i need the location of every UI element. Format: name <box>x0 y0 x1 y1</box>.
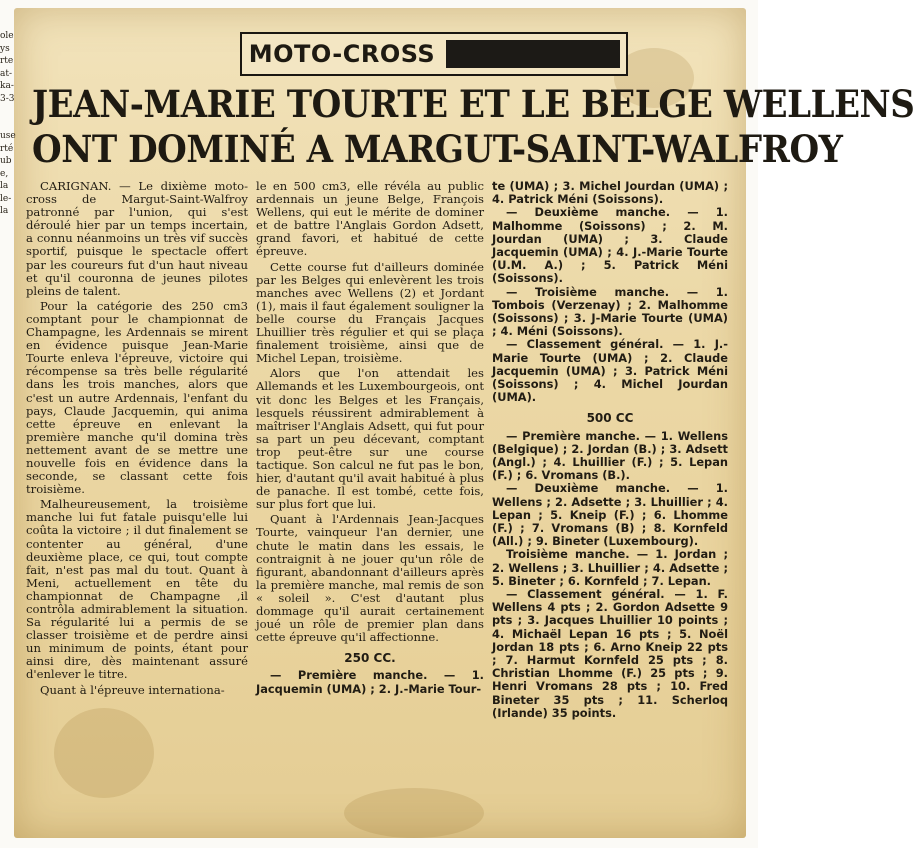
result-line: — Deuxième manche. — 1. Malhomme (Soissons) ; 2. M. Jourdan (UMA) ; 3. Claude Jacquemin (UMA) ; 4. J.-Marie Tourte (U.M. A.) ; 5. Patrick Méni (Soissons). <box>492 205 728 286</box>
paragraph: Alors que l'on attendait les Allemands et les Luxembourgeois, ont vit donc les Belges et les Français, lesquels réussirent admirablement à maîtriser l'Anglais Adsett, qui fut pour sa part un peu décevant, comptant trop peut-être sur une course tactique. Son calcul ne fut pas le bon, hier, d'autant qu'il avait habitué à plus de panache. Il est tombé, cette fois, sur plus fort que lui. <box>256 366 484 512</box>
results-column <box>492 180 728 720</box>
result-line: — Troisième manche. — 1. Tombois (Verzenay) ; 2. Malhomme (Soissons) ; 3. J-Marie Tourte (UMA) ; 4. Méni (Soissons). <box>492 284 728 339</box>
rubric-label: MOTO-CROSS <box>248 40 436 68</box>
result-line: Troisième manche. — 1. Jordan ; 2. Wellens ; 3. Lhuillier ; 4. Adsette ; 5. Bineter ; 6. Kornfeld ; 7. Lepan. <box>492 547 728 588</box>
headline-line-2: ONT DOMINÉ A MARGUT-SAINT-WALFROY <box>32 127 843 171</box>
adjacent-column-fragment: ole ys rte at- ka- 3-3 use rté ub e, la le- la <box>0 31 16 216</box>
paragraph: le en 500 cm3, elle révéla au public ardennais un jeune Belge, François Wellens, qui eut le mérite de dominer et de battre l'Anglais Gordon Adsett, grand favori, et habitué de cette épreuve. <box>256 179 484 259</box>
result-line: — Deuxième manche. — 1. Wellens ; 2. Adsette ; 3. Lhuillier ; 4. Lepan ; 5. Kneip (F.) ; 6. Lhomme (F.) ; 7. Vromans (B) ; 8. Kornfeld (All.) ; 9. Bineter (Luxembourg). <box>492 481 728 549</box>
section-heading-250cc: 250 CC. <box>344 651 396 666</box>
section-heading-500cc: 500 CC <box>586 411 634 426</box>
result-line: — Classement général. — 1. F. Wellens 4 pts ; 2. Gordon Adsette 9 pts ; 3. Jacques Lhuillier 10 points ; 4. Michaël Lepan 16 pts ; 5. Noël Jordan 18 pts ; 6. Arno Kneip 22 pts ; 7. Harmut Kornfeld 25 pts ; 8. Christian Lhomme (F.) 25 pts ; 9. Henri Vromans 28 pts ; 10. Fred Bineter 35 pts ; 11. Scherloq (Irlande) 35 points. <box>492 586 728 720</box>
headline-line-1: JEAN-MARIE TOURTE ET LE BELGE WELLENS <box>32 82 914 126</box>
rubric-box <box>240 32 628 76</box>
rubric-black-bar <box>446 40 620 68</box>
article-column-1 <box>26 180 248 699</box>
paragraph: Malheureusement, la troisième manche lui fut fatale puisqu'elle lui coûta la victoire ; il dut finalement se contenter au général, d'une deuxième place, ce qui, tout compte fait, n'est pas mal du tout. Quant à Meni, actuellement en tête du championnat de Champagne ,il contrôla admirablement la situation. Sa régularité lui a permis de se classer troisième et de perdre ainsi un minimum de points, étant pour ainsi dire, dès maintenant assuré d'enlever le titre. <box>26 497 248 682</box>
result-line: — Première manche. — 1. Wellens (Belgique) ; 2. Jordan (B.) ; 3. Adsett (Angl.) ; 4. Lhuillier (F.) ; 5. Lepan (F.) ; 6. Vromans (B.). <box>492 428 728 483</box>
paragraph: Quant à l'épreuve internationa- <box>40 682 225 697</box>
result-line: — Classement général. — 1. J.-Marie Tourte (UMA) ; 2. Claude Jacquemin (UMA) ; 3. Patrick Méni (Soissons) ; 4. Michel Jourdan (UMA). <box>492 337 728 405</box>
result-line: te (UMA) ; 3. Michel Jourdan (UMA) ; 4. Patrick Méni (Soissons). <box>492 179 728 207</box>
result-line: — Première manche. — 1. Jacquemin (UMA) ; 2. J.-Marie Tour- <box>256 668 484 696</box>
article-column-2 <box>256 180 484 696</box>
paragraph: Quant à l'Ardennais Jean-Jacques Tourte, vainqueur l'an dernier, une chute le matin dans les essais, le contraignit à ne jouer qu'un rôle de figurant, abandonnant d'ailleurs après la première manche, mal remis de son « soleil ». C'est d'autant plus dommage qu'il aurait certainement joué un rôle de premier plan dans cette épreuve qu'il affectionne. <box>256 512 484 645</box>
headline <box>32 82 914 172</box>
paragraph: Pour la catégorie des 250 cm3 comptant pour le championnat de Champagne, les Ardennais se mirent en évidence puisque Jean-Marie Tourte enleva l'épreuve, victoire qui récompense sa très belle régularité dans les trois manches, alors que c'est un autre Ardennais, l'enfant du pays, Claude Jacquemin, qui anima cette épreuve en enlevant la première manche qu'il domina très nettement avant de se mettre une nouvelle fois en évidence dans la seconde, se classant cette fois troisième. <box>26 298 248 497</box>
paragraph: CARIGNAN. — Le dixième moto-cross de Margut-Saint-Walfroy patronné par l'union, qui s'est déroulé hier par un temps incertain, a connu néanmoins un très vif succès sportif, puisque le spectacle offert par les coureurs fut d'un haut niveau et qu'il couronna de jeunes pilotes pleins de talent. <box>26 179 248 298</box>
paragraph: Cette course fut d'ailleurs dominée par les Belges qui enlevèrent les trois manches avec Wellens (2) et Jordant (1), mais il faut également souligner la belle course du Français Jacques Lhuillier très régulier et qui se plaça finalement troisième, ainsi que de Michel Lepan, troisième. <box>256 259 484 366</box>
